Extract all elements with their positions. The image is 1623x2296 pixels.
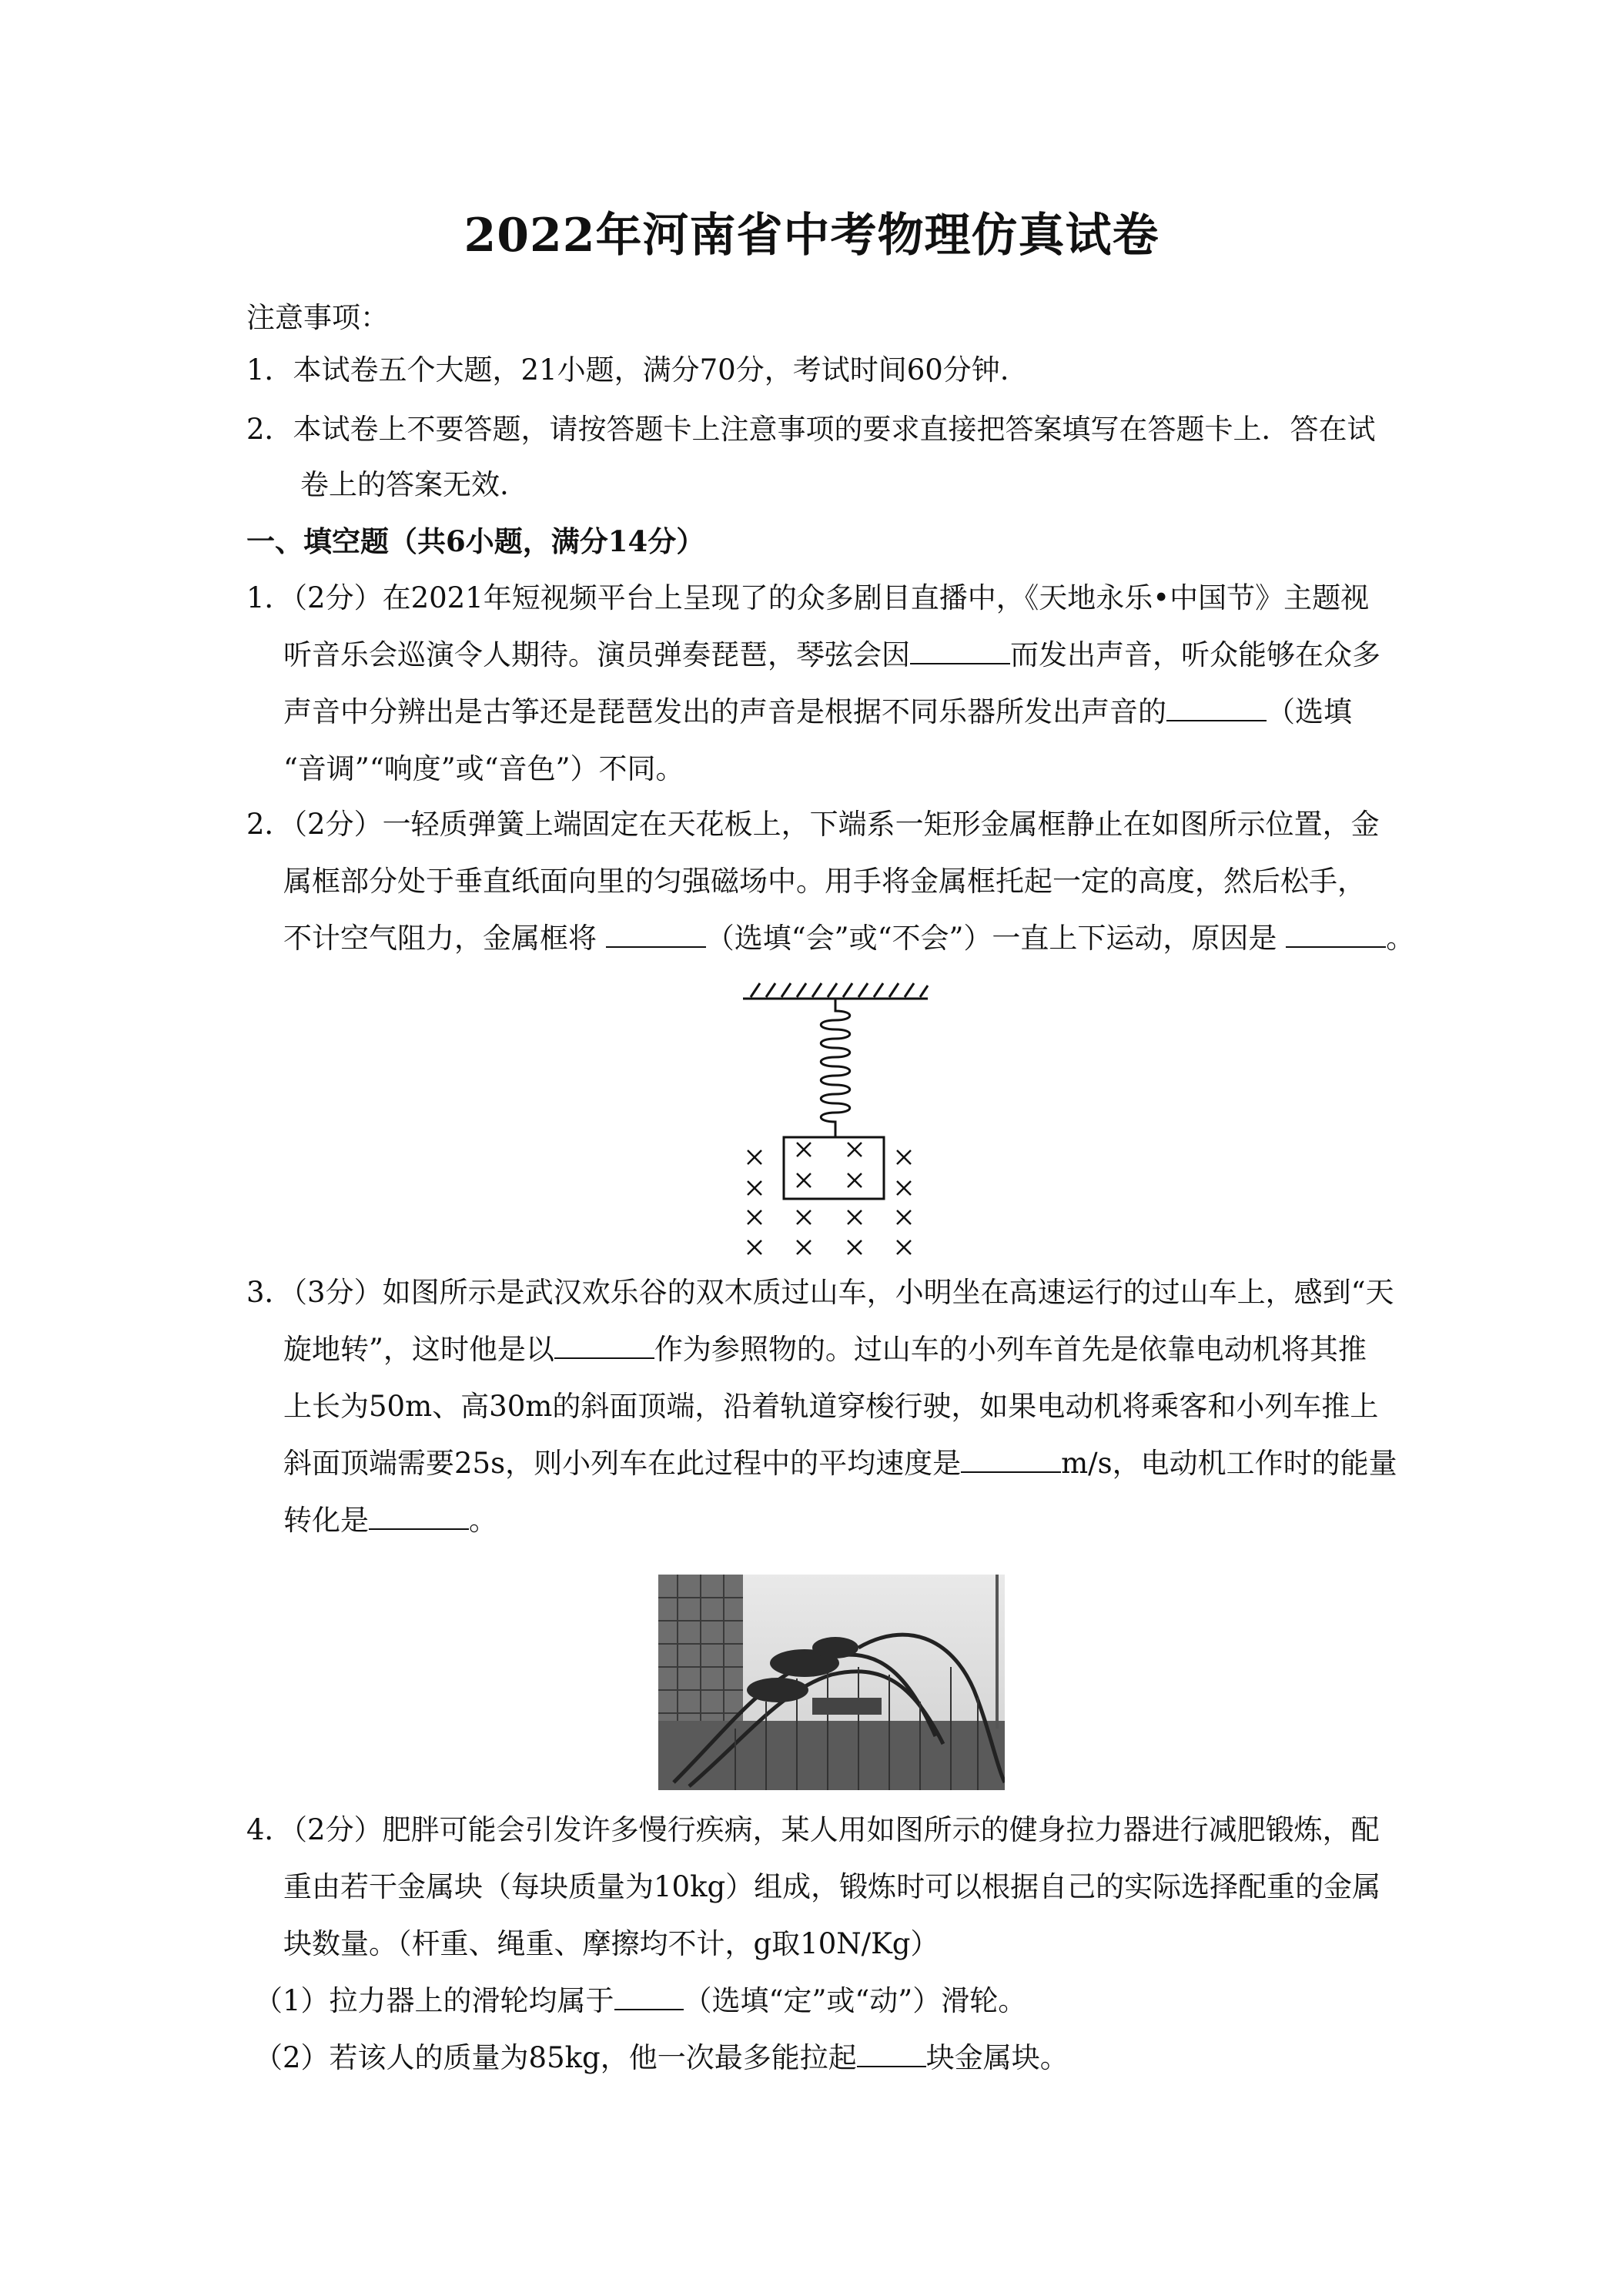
q2-line-2: 属框部分处于垂直纸面向里的匀强磁场中。用手将金属框托起一定的高度，然后松手， <box>283 865 1366 898</box>
ceiling-hatch <box>751 983 928 997</box>
notes-item-2-cont: 卷上的答案无效. <box>300 468 509 501</box>
answer-blank <box>614 1983 684 2010</box>
answer-blank <box>1286 920 1386 948</box>
q4-line-3: 块数量。（杆重、绳重、摩擦均不计，g取10N/Kg） <box>283 1927 939 1960</box>
q3-line-3: 上长为50m、高30m的斜面顶端，沿着轨道穿梭行驶，如果电动机将乘客和小列车推上 <box>283 1390 1379 1423</box>
q1-line-1: 1．（2分）在2021年短视频平台上呈现了的众多剧目直播中，《天地永乐•中国节》主题视 <box>246 581 1370 614</box>
q1-line-2: 听音乐会巡演令人期待。演员弹奏琵琶，琴弦会因 而发出声音，听众能够在众多 <box>283 638 1380 671</box>
q1-line-3: 声音中分辨出是古筝还是琵琶发出的声音是根据不同乐器所发出声音的 （选填 <box>283 695 1352 728</box>
q4-sub-1: （1）拉力器上的滑轮均属于 （选填“定”或“动”）滑轮。 <box>254 1984 1027 2017</box>
notes-item-2: 2．本试卷上不要答题，请按答题卡上注意事项的要求直接把答案填写在答题卡上．答在试 <box>246 413 1376 446</box>
q4-sub-2: （2）若该人的质量为85kg，他一次最多能拉起 块金属块。 <box>254 2041 1069 2074</box>
q2-line-1: 2．（2分）一轻质弹簧上端固定在天花板上，下端系一矩形金属框静止在如图所示位置，金 <box>246 808 1380 841</box>
q4-line-1: 4．（2分）肥胖可能会引发许多慢行疾病，某人用如图所示的健身拉力器进行减肥锻炼，配 <box>246 1813 1380 1846</box>
q1-line-4: “音调”“响度”或“音色”）不同。 <box>283 752 684 785</box>
answer-blank <box>857 2040 926 2067</box>
q2-line-3: 不计空气阻力，金属框将 （选填“会”或“不会”）一直上下运动，原因是 。 <box>283 922 1415 955</box>
metal-frame <box>784 1137 884 1199</box>
spring-coil <box>821 999 850 1137</box>
notes-item-1: 1．本试卷五个大题，21小题，满分70分，考试时间60分钟. <box>246 353 1009 387</box>
answer-blank <box>910 637 1010 664</box>
answer-blank <box>369 1502 469 1530</box>
answer-blank <box>961 1445 1061 1473</box>
spring-frame-diagram <box>739 974 939 1267</box>
answer-blank <box>606 920 706 948</box>
notes-heading: 注意事项： <box>246 301 389 334</box>
q3-line-4: 斜面顶端需要25s，则小列车在此过程中的平均速度是 m/s，电动机工作时的能量 <box>283 1447 1397 1480</box>
q4-line-2: 重由若干金属块（每块质量为10kg）组成，锻炼时可以根据自己的实际选择配重的金属 <box>283 1870 1381 1903</box>
section-heading: 一、填空题（共6小题，满分14分） <box>246 524 705 558</box>
roller-coaster-photo <box>658 1575 1005 1790</box>
answer-blank <box>554 1331 654 1359</box>
q3-line-1: 3．（3分）如图所示是武汉欢乐谷的双木质过山车，小明坐在高速运行的过山车上，感到“天 <box>246 1276 1394 1309</box>
q3-line-5: 转化是 。 <box>283 1504 497 1537</box>
q3-line-2: 旋地转”，这时他是以 作为参照物的。过山车的小列车首先是依靠电动机将其推 <box>283 1333 1367 1366</box>
page-title: 2022年河南省中考物理仿真试卷 <box>463 209 1160 263</box>
answer-blank <box>1166 694 1267 721</box>
